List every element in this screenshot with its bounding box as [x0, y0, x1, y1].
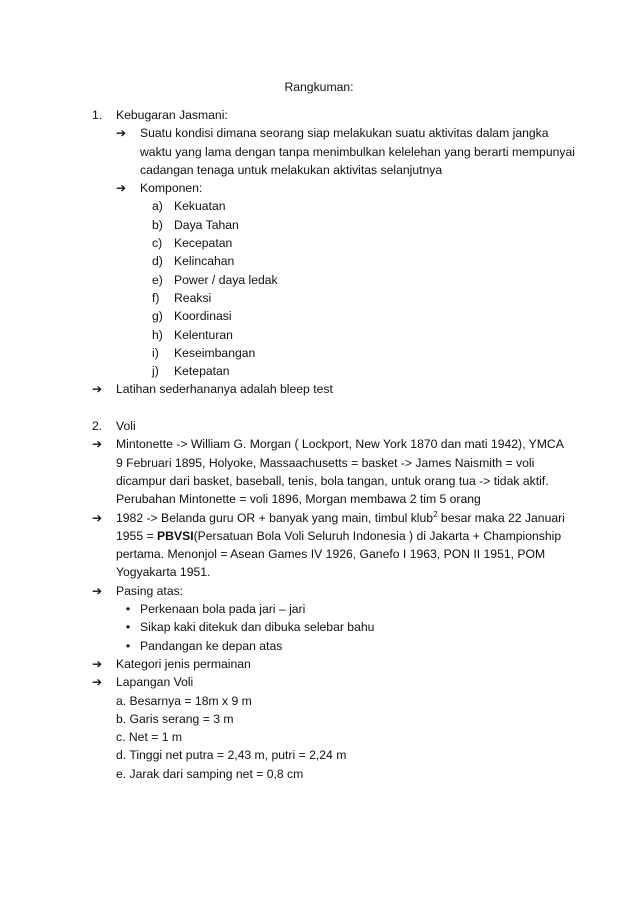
- lapangan-line: c. Net = 1 m: [116, 730, 183, 745]
- list-text: Kelincahan: [174, 254, 235, 269]
- arrow-icon: ➔: [92, 510, 103, 525]
- definition-line: waktu yang lama dengan tanpa menimbulkan kelelehan yang berarti mempunyai: [140, 144, 575, 159]
- section-number: 1.: [92, 108, 103, 122]
- lapangan-line: b. Garis serang = 3 m: [116, 711, 234, 726]
- list-letter: h): [152, 327, 163, 342]
- section-2-heading: [92, 417, 592, 435]
- spacer: [92, 399, 592, 417]
- pasing-label: Pasing atas:: [116, 583, 184, 598]
- lapangan-line: a. Besarnya = 18m x 9 m: [116, 693, 252, 708]
- komponen-list-item: [92, 234, 592, 252]
- lapangan-line: d. Tinggi net putra = 2,43 m, putri = 2,24 m: [116, 748, 347, 763]
- history-text: besar maka 22 Januari: [437, 510, 565, 525]
- list-letter: d): [152, 254, 163, 269]
- list-letter: c): [152, 236, 163, 251]
- list-text: Kecepatan: [174, 236, 233, 251]
- komponen-list-item: [92, 344, 592, 362]
- latihan-text: Latihan sederhananya adalah bleep test: [116, 382, 333, 397]
- mintonette-line: 9 Februari 1895, Holyoke, Massaachusetts = basket -> James Naismith = voli: [116, 455, 535, 470]
- pasing-bullet: [92, 600, 592, 618]
- list-letter: a): [152, 199, 163, 214]
- pasing-bullet: [92, 618, 592, 636]
- komponen-list-item: [92, 271, 592, 289]
- bullet-icon: •: [125, 602, 131, 617]
- history-line: [116, 509, 565, 527]
- kategori-item: [92, 655, 592, 673]
- list-text: Power / daya ledak: [174, 272, 278, 287]
- list-letter: e): [152, 272, 163, 287]
- document-content: [92, 106, 592, 783]
- komponen-list-item: [92, 289, 592, 307]
- komponen-list-item: [92, 216, 592, 234]
- section-1-heading: [92, 106, 592, 124]
- list-letter: i): [152, 345, 159, 360]
- superscript: 2: [433, 509, 438, 519]
- komponen-list-item: [92, 362, 592, 380]
- definition-line: cadangan tenaga untuk melakukan aktivitas selanjutnya: [140, 162, 443, 177]
- list-text: Koordinasi: [174, 309, 232, 324]
- list-text: Ketepatan: [174, 364, 230, 379]
- arrow-icon: ➔: [116, 126, 127, 141]
- arrow-icon: ➔: [92, 656, 103, 671]
- bullet-text: Pandangan ke depan atas: [140, 638, 283, 653]
- history-1982-item: [92, 509, 592, 527]
- page-title: Rangkuman:: [284, 80, 354, 94]
- arrow-icon: ➔: [92, 437, 103, 452]
- mintonette-line: Mintonette -> William G. Morgan ( Lockport, New York 1870 dan mati 1942), YMCA: [116, 437, 564, 452]
- section-number: 2.: [92, 419, 103, 434]
- arrow-icon: ➔: [92, 583, 103, 598]
- pasing-bullet: [92, 637, 592, 655]
- bullet-text: Perkenaan bola pada jari – jari: [140, 602, 306, 617]
- mintonette-line: dicampur dari basket, baseball, tenis, bola tangan, untuk orang tua -> tidak aktif.: [116, 473, 549, 488]
- list-letter: j): [152, 364, 159, 379]
- history-text: 1982 -> Belanda guru OR + banyak yang main, timbul klub: [116, 510, 434, 525]
- list-text: Kekuatan: [174, 199, 226, 214]
- mintonette-line: Perubahan Mintonette = voli 1896, Morgan membawa 2 tim 5 orang: [116, 492, 481, 507]
- bullet-text: Sikap kaki ditekuk dan dibuka selebar bahu: [140, 620, 375, 635]
- komponen-list-item: [92, 326, 592, 344]
- komponen-label: Komponen:: [140, 181, 203, 196]
- history-text: (Persatuan Bola Voli Seluruh Indonesia ) di Jakarta + Championship: [193, 528, 562, 543]
- arrow-icon: ➔: [92, 382, 103, 397]
- lapangan-label: Lapangan Voli: [116, 675, 194, 690]
- pbvsi-abbreviation: PBVSI: [157, 528, 194, 543]
- list-letter: f): [152, 290, 160, 305]
- latihan-item: [92, 380, 592, 398]
- history-text: 1955 =: [116, 528, 158, 543]
- section-title: Kebugaran Jasmani:: [116, 108, 228, 122]
- list-text: Keseimbangan: [174, 345, 256, 360]
- definition-item: [92, 124, 592, 142]
- definition-line: Suatu kondisi dimana seorang siap melakukan suatu aktivitas dalam jangka: [140, 126, 549, 141]
- list-text: Daya Tahan: [174, 217, 239, 232]
- kategori-text: Kategori jenis permainan: [116, 656, 251, 671]
- arrow-icon: ➔: [92, 675, 103, 690]
- komponen-list-item: [92, 252, 592, 270]
- history-line: Yogyakarta 1951.: [116, 565, 211, 580]
- lapangan-item: [92, 673, 592, 691]
- list-letter: b): [152, 217, 163, 232]
- history-line: [92, 527, 592, 545]
- lapangan-line: e. Jarak dari samping net = 0,8 cm: [116, 766, 304, 781]
- pasing-item: [92, 582, 592, 600]
- komponen-list-item: [92, 307, 592, 325]
- mintonette-item: [92, 435, 592, 453]
- arrow-icon: ➔: [116, 181, 127, 196]
- section-title: Voli: [116, 419, 136, 434]
- list-text: Reaksi: [174, 290, 212, 305]
- list-letter: g): [152, 309, 163, 324]
- komponen-item: [92, 179, 592, 197]
- komponen-list-item: [92, 197, 592, 215]
- list-text: Kelenturan: [174, 327, 233, 342]
- bullet-icon: •: [125, 620, 131, 635]
- history-line: pertama. Menonjol = Asean Games IV 1926, Ganefo I 1963, PON II 1951, POM: [116, 547, 546, 562]
- bullet-icon: •: [125, 638, 131, 653]
